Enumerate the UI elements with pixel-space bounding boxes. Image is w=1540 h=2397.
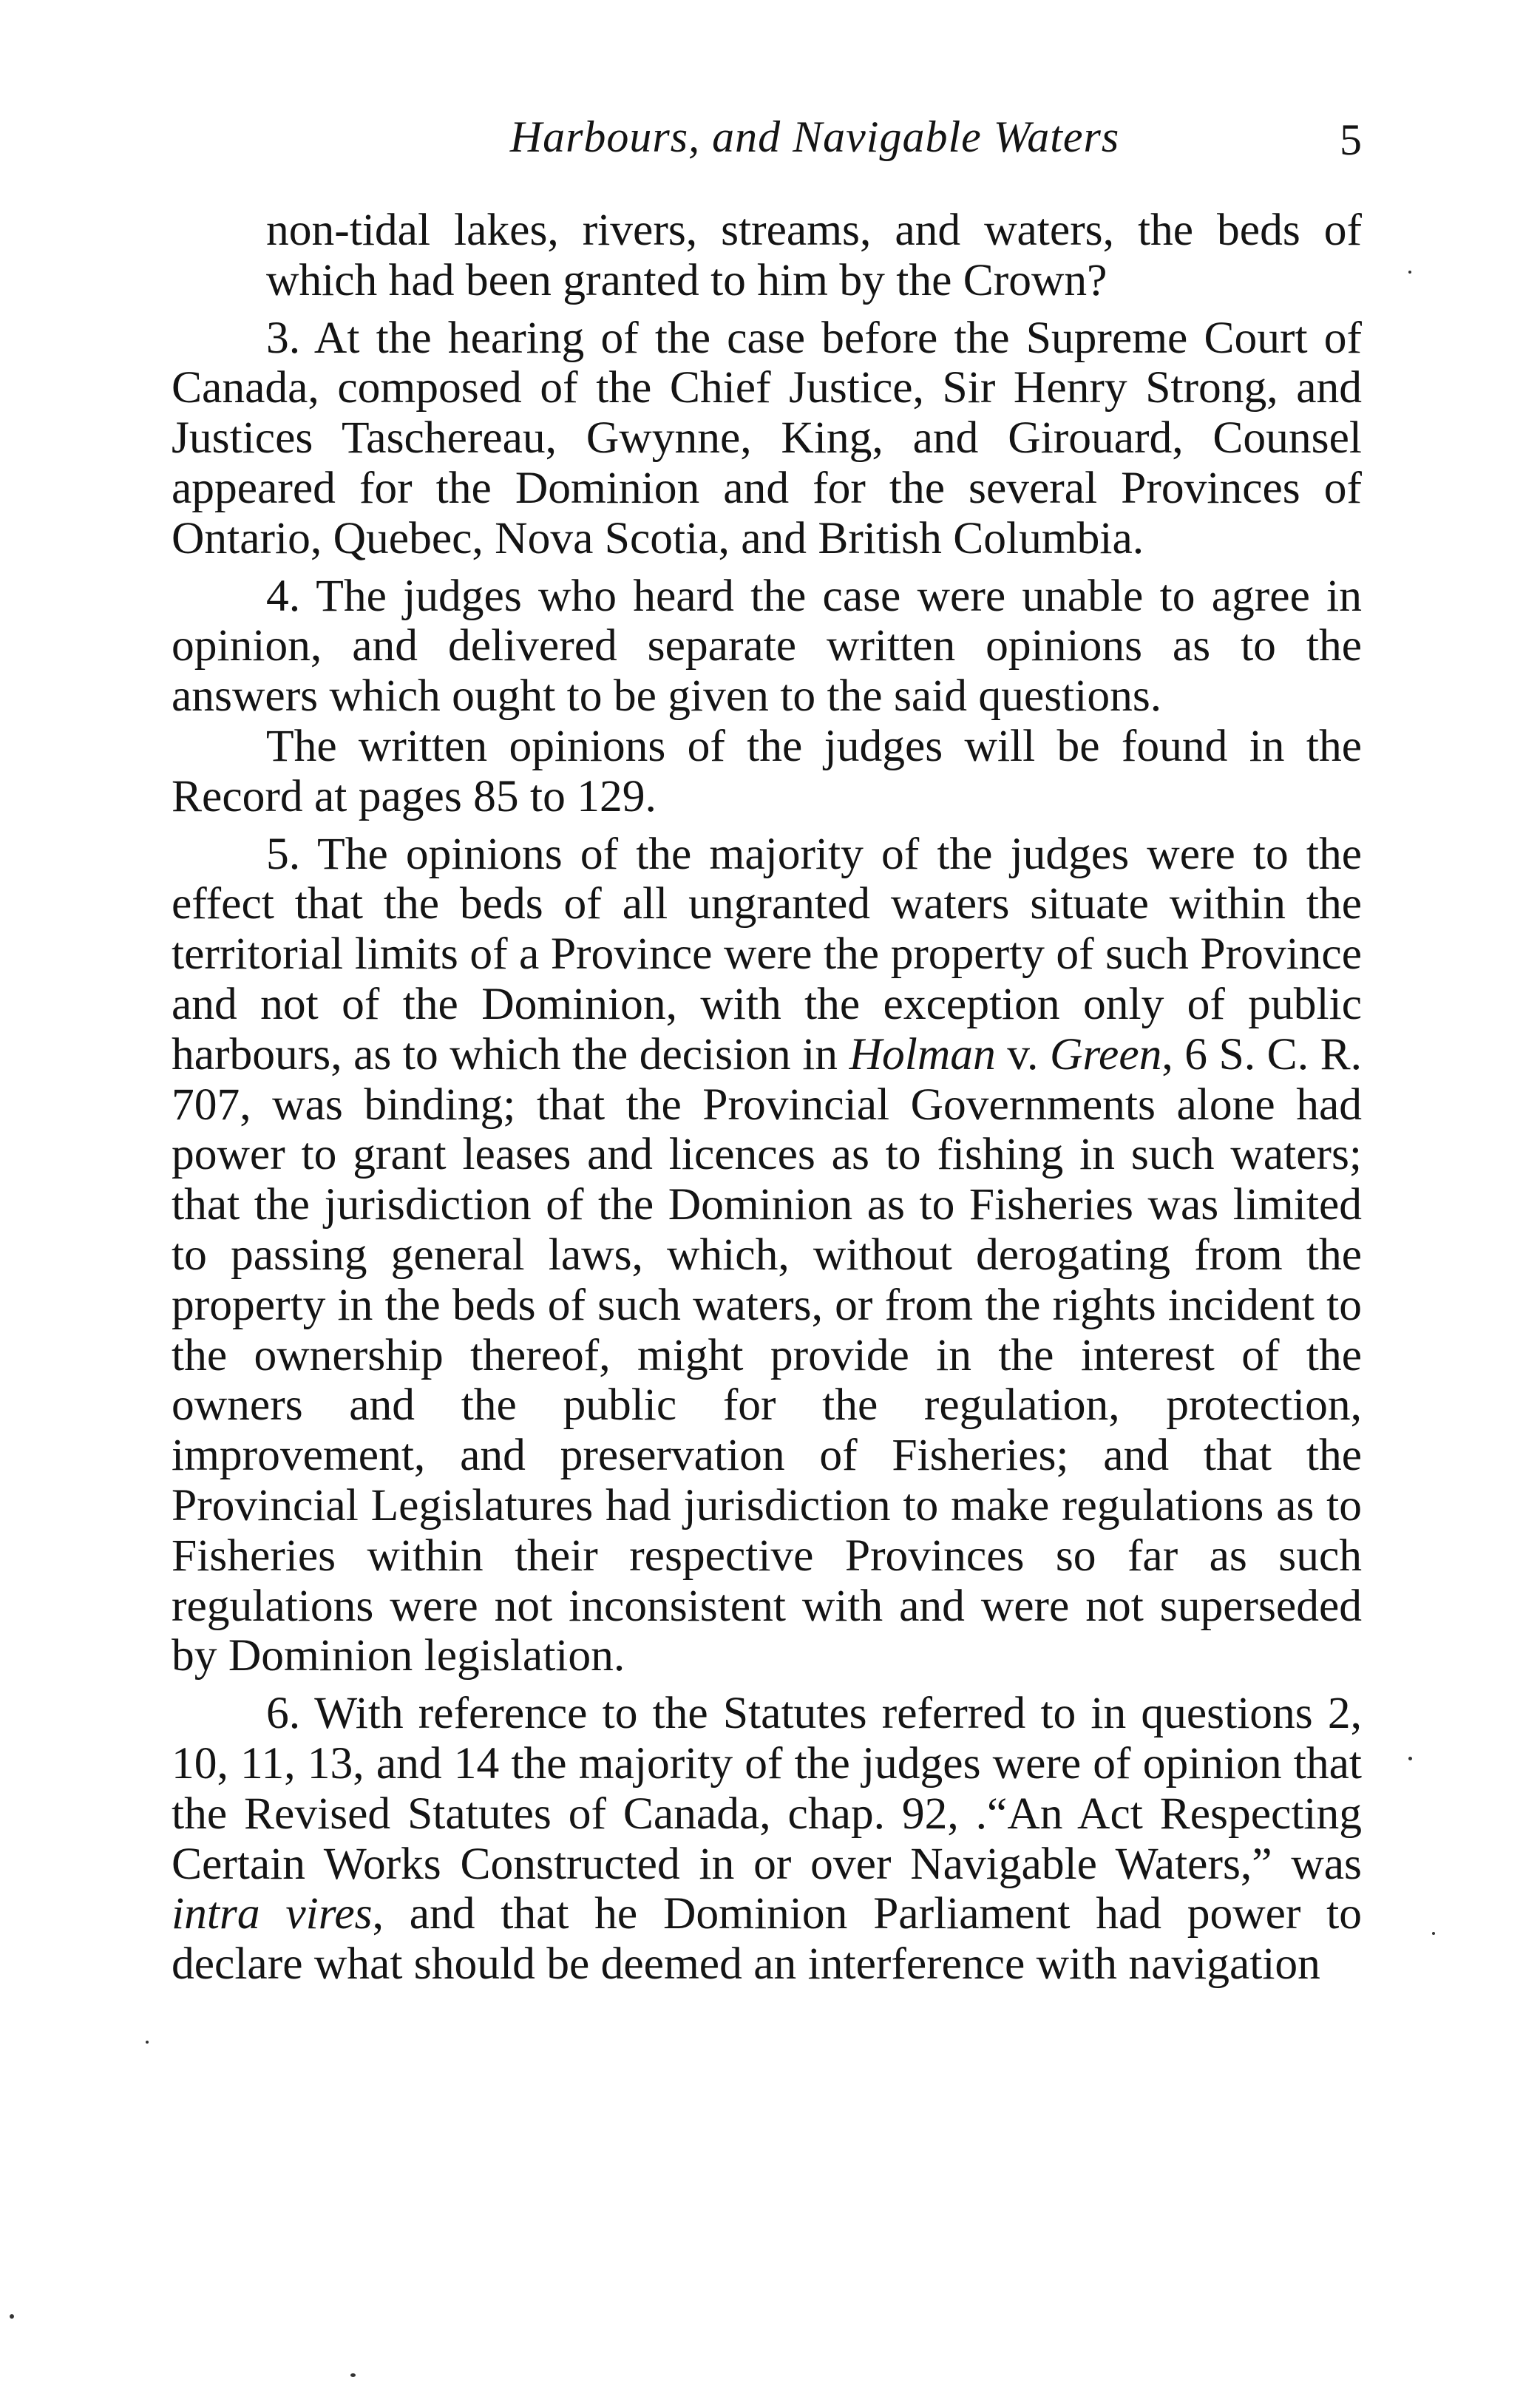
paragraph-3: 3. At the hearing of the case before the Supreme Court of Canada, composed of the Chief Justice, Sir Henry Strong, and Justices Taschereau, Gwynne, King, and Girouard, Counsel appeared for the Dominion and for the several Provinces of Ontario, Quebec, Nova Scotia, and British Columbia.: [172, 312, 1362, 563]
body-text: [172, 206, 1362, 1997]
scan-speck: [1408, 1757, 1412, 1760]
scan-speck: [1408, 271, 1411, 274]
scan-speck: [10, 2314, 14, 2319]
paragraph-6-text-b: , and that he Dominion Parliament had power to declare what should be deemed an interference with navigation: [172, 1888, 1363, 1990]
case-name-green: Green: [1049, 1028, 1162, 1079]
paragraph-4-continued: The written opinions of the judges will be found in the Record at pages 85 to 129.: [172, 720, 1362, 821]
scan-speck: [350, 2373, 356, 2377]
paragraph-5: [172, 830, 1362, 1682]
paragraph-5-text-a: 5. The opinions of the majority of the judges were to the effect that the beds of all ungranted waters situate within the territorial limits of a Province were the property of such Province and not of the Dominion, with the exception only of public harbours, as to which the decision in: [172, 828, 1362, 1079]
paragraph-4: 4. The judges who heard the case were unable to agree in opinion, and delivered separate written opinions as to the answers which ought to be given to the said questions.: [172, 570, 1362, 722]
page-number: 5: [1340, 115, 1362, 164]
scan-speck: [146, 2041, 149, 2044]
paragraph-6: [172, 1689, 1362, 1990]
paragraph-5-text-b: , 6 S. C. R. 707, was binding; that the Provincial Governments alone had power to grant leases and licences as to fishing in such waters; that the jurisdiction of the Dominion as to Fisheries was limited to passing general laws, which, without derogating from the property in the beds of such waters, or from the rights incident to the ownership thereof, might provide in the interest of the owners and the public for the regulation, protection, improvement, and preservation of Fisheries; and that the Provincial Legislatures had jurisdiction to make regulations as to Fisheries within their respective Provinces so far as such regulations were not inconsistent with and were not superseded by Dominion legislation.: [172, 1028, 1362, 1681]
case-name-holman: Holman: [849, 1028, 996, 1079]
running-head: [172, 111, 1362, 163]
case-versus: v.: [995, 1028, 1050, 1079]
latin-phrase-intra-vires: intra vires: [172, 1888, 373, 1939]
scan-speck: [1432, 1932, 1435, 1935]
running-title: Harbours, and Navigable Waters: [509, 112, 1120, 161]
paragraph-continued: non-tidal lakes, rivers, streams, and waters, the beds of which had been granted to him by the Crown?: [266, 205, 1362, 305]
paragraph-6-text-a: 6. With reference to the Statutes referred to in questions 2, 10, 11, 13, and 14 the majority of the judges were of opinion that the Revised Statutes of Canada, chap. 92, .“An Act Respecting Certain Works Constructed in or over Navigable Waters,” was: [172, 1688, 1362, 1889]
